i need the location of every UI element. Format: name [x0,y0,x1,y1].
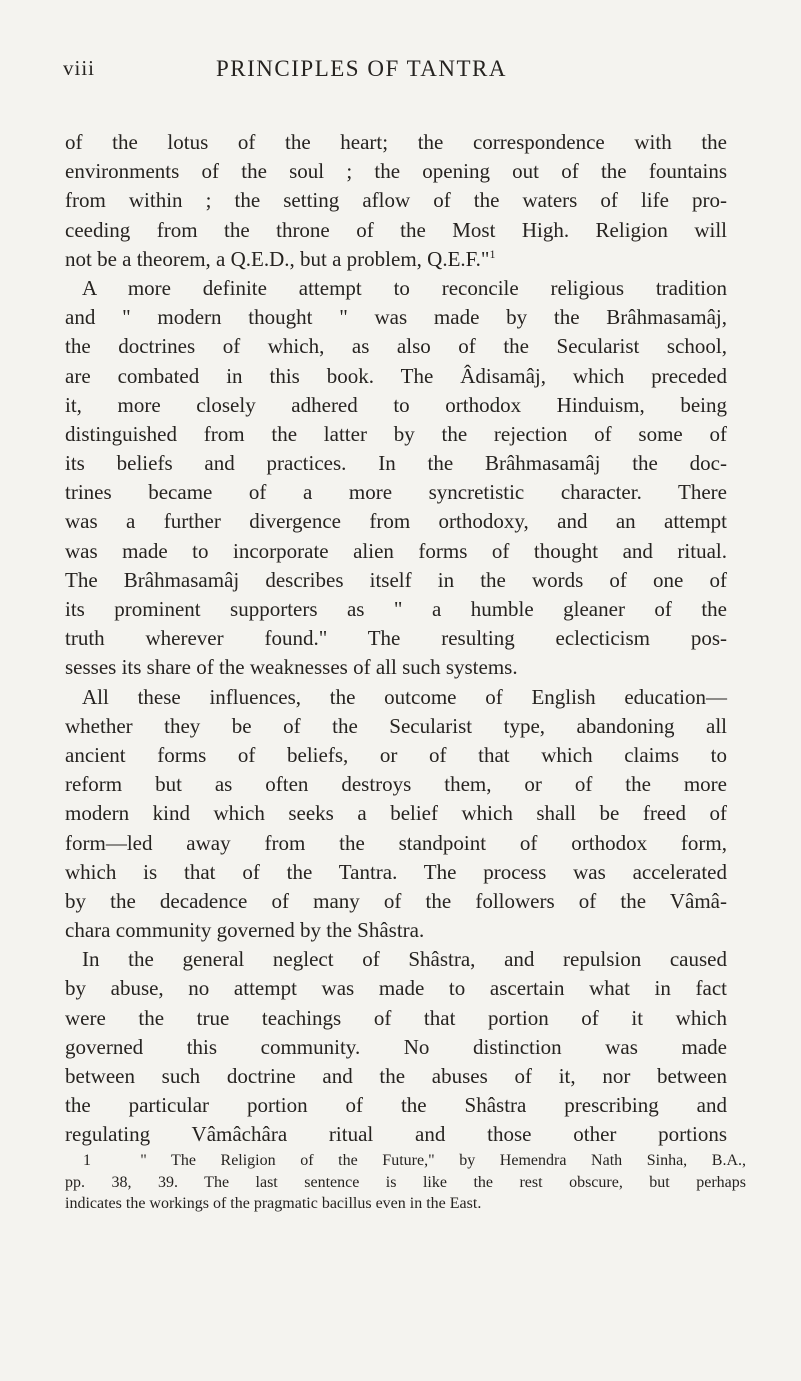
text-line: by the decadence of many of the followers of the Vâmâ- [65,888,727,913]
text-line: was a further divergence from orthodoxy, and an attempt [65,509,727,534]
text-line: trines became of a more syncretistic character. There [65,480,727,505]
text-line: truth wherever found." The resulting eclecticism pos- [65,626,727,651]
text-line: distinguished from the latter by the rejection of some of [65,421,727,446]
text-line: regulating Vâmâchâra ritual and those other portions [65,1122,727,1147]
page-header [63,56,703,96]
text-line: by abuse, no attempt was made to ascertain what in fact [65,976,727,1001]
text-line: the doctrines of which, as also of the Secularist school, [65,334,727,359]
text-line: All these influences, the outcome of English education— [82,684,727,709]
footnote-line: pp. 38, 39. The last sentence is like the rest obscure, but perhaps [65,1173,746,1191]
text-line: A more definite attempt to reconcile religious tradition [82,275,727,300]
text-line: of the lotus of the heart; the correspondence with the [65,130,727,154]
text-line: and " modern thought " was made by the Brâhmasamâj, [65,305,727,330]
running-title: PRINCIPLES OF TANTRA [216,56,507,81]
text-line: The Brâhmasamâj describes itself in the words of one of [65,567,727,592]
text-line: form—led away from the standpoint of orthodox form, [65,830,727,855]
page-number: viii [63,56,96,80]
footnote-reference: 1 [489,246,496,261]
footnote-line: indicates the workings of the pragmatic bacillus even in the East. [65,1195,482,1212]
footnote-marker: 1 [83,1152,91,1169]
text-line: chara community governed by the Shâstra. [65,918,425,943]
text-line: whether they be of the Secularist type, abandoning all [65,713,727,738]
text-line: modern kind which seeks a belief which shall be freed of [65,801,727,826]
text-line: reform but as often destroys them, or of the more [65,772,727,797]
text-line: not be a theorem, a Q.E.D., but a problem, Q.E.F."$^1$ [65,246,496,271]
footnote [65,1150,747,1215]
text-line: are combated in this book. The Âdisamâj, which preceded [65,363,727,388]
text-line: sesses its share of the weaknesses of all such systems. [65,655,518,680]
text-line: from within ; the setting aflow of the waters of life pro- [65,188,727,213]
text-line: which is that of the Tantra. The process was accelerated [65,859,727,884]
text-line: governed this community. No distinction was made [65,1034,727,1059]
text-line: was made to incorporate alien forms of thought and ritual. [65,538,727,563]
text-line: environments of the soul ; the opening out of the fountains [65,159,727,184]
text-line: In the general neglect of Shâstra, and repulsion caused [82,947,727,972]
text-line: were the true teachings of that portion of it which [65,1005,727,1030]
text-line: the particular portion of the Shâstra prescribing and [65,1093,727,1118]
text-line: its prominent supporters as " a humble gleaner of the [65,597,727,621]
footnote-line: 1 " The Religion of the Future," by Hemendra Nath Sinha, B.A., [83,1152,747,1169]
body-text [65,128,727,1150]
text-line: between such doctrine and the abuses of it, nor between [65,1064,727,1088]
text-line: its beliefs and practices. In the Brâhmasamâj the doc- [65,451,727,476]
text-line: it, more closely adhered to orthodox Hinduism, being [65,392,727,417]
text-line: ceeding from the throne of the Most High. Religion will [65,217,727,242]
text-line: ancient forms of beliefs, or of that which claims to [65,742,727,767]
